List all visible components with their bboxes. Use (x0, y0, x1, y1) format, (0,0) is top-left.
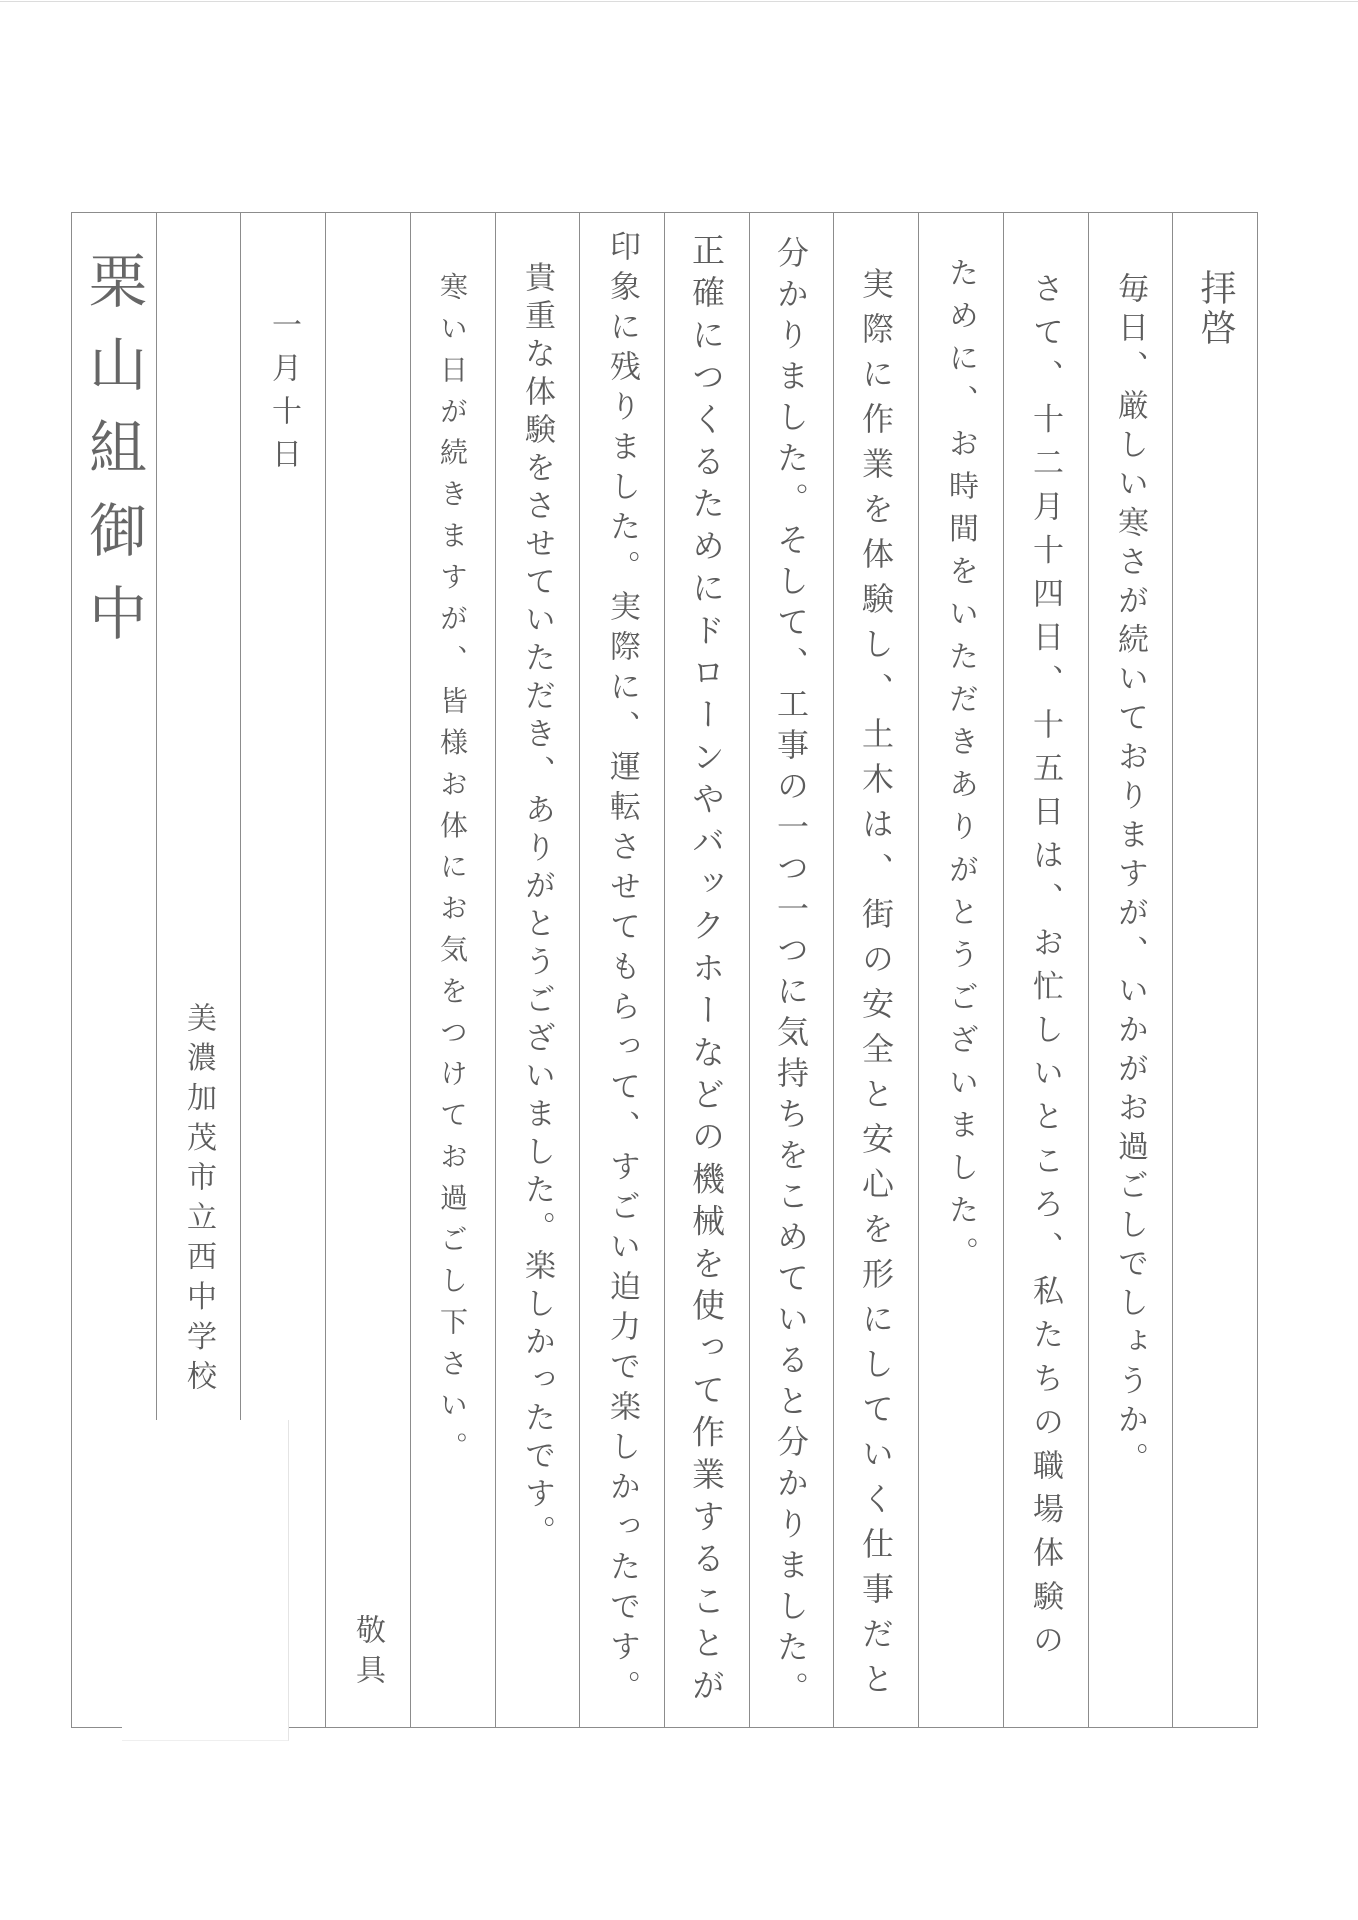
ruled-line (833, 212, 834, 1727)
ruled-line (918, 212, 919, 1727)
ruled-line (1172, 212, 1173, 1727)
letter-line-1: 毎日、厳しい寒さが続いておりますが、いかがお過ごしでしょうか。 (1112, 272, 1148, 1481)
letter-line-7: 印象に残りました。実際に、運転させてもらって、すごい迫力で楽しかったです。 (604, 230, 640, 1710)
salutation-opening: 拝啓 (1195, 269, 1236, 349)
recipient: 栗山組御中 (79, 251, 147, 666)
correction-patch (122, 1420, 289, 1741)
letter-line-5: 分かりました。そして、工事の一つ一つに気持ちをこめていると分かりました。 (772, 236, 810, 1712)
ruled-line (1088, 212, 1089, 1727)
ruled-line (71, 212, 1258, 213)
ruled-line (495, 212, 496, 1727)
letter-line-9: 寒い日が続きますが、皆様お体にお気をつけてお過ごし下さい。 (436, 272, 469, 1473)
scan-edge (0, 1, 1358, 2)
ruled-line (71, 212, 72, 1727)
ruled-line (664, 212, 665, 1727)
ruled-line (325, 212, 326, 1727)
ruled-line (1003, 212, 1004, 1727)
letter-line-4: 実際に作業を体験し、土木は、街の安全と安心を形にしていく仕事だと (857, 267, 895, 1707)
ruled-line (579, 212, 580, 1727)
letter-line-2: さて、十二月十四日、十五日は、お忙しいところ、私たちの職場体験の (1027, 272, 1063, 1668)
ruled-line (749, 212, 750, 1727)
letter-line-8: 貴重な体験をさせていただき、ありがとうございました。楽しかったです。 (519, 261, 555, 1553)
salutation-closing: 敬具 (350, 1614, 385, 1694)
letter-line-3: ために、お時間をいただきありがとうございました。 (943, 257, 978, 1280)
letter-date: 一月十日 (266, 309, 301, 481)
letter-line-6: 正確につくるためにドローンやバックホーなどの機械を使って作業することが (687, 233, 726, 1710)
ruled-line (410, 212, 411, 1727)
sender-school: 美濃加茂市立西中学校 (181, 1002, 216, 1400)
ruled-line (1257, 212, 1258, 1727)
